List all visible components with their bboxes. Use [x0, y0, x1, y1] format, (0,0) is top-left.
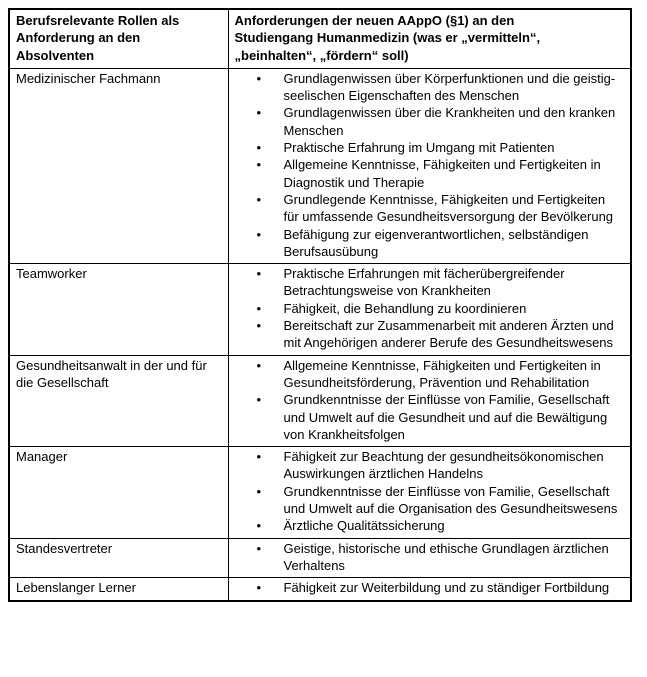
table-row-teamworker: [9, 264, 631, 355]
requirements-list: [235, 70, 624, 260]
requirements-list: [235, 448, 624, 534]
requirements-cell: [228, 355, 631, 446]
role-label: Teamworker: [16, 266, 87, 282]
requirement-item: • Befähigung zur eigenverantwortlichen, selbständigen Berufsausübung: [235, 226, 624, 261]
role-cell: [9, 538, 228, 578]
requirement-item: • Grundlagenwissen über die Krankheiten und den kranken Menschen: [235, 104, 624, 139]
requirement-item: • Grundkenntnisse der Einflüsse von Familie, Gesellschaft und Umwelt auf die Organisation des Gesundheitswesens: [235, 483, 624, 518]
role-cell: [9, 68, 228, 263]
role-cell: [9, 355, 228, 446]
role-label: Medizinischer Fachmann: [16, 70, 161, 86]
requirements-table: [8, 8, 632, 602]
column-header-roles-label: Berufsrelevante Rollen als Anforderung an den Absolventen: [16, 13, 180, 63]
column-header-roles: [9, 9, 228, 68]
requirement-item: • Praktische Erfahrung im Umgang mit Patienten: [235, 139, 624, 156]
role-label: Gesundheitsanwalt in der und für die Gesellschaft: [16, 357, 207, 390]
table-row-manager: [9, 447, 631, 538]
requirement-item: • Bereitschaft zur Zusammenarbeit mit anderen Ärzten und mit Angehörigen anderer Berufe des Gesundheitswesens: [235, 317, 624, 352]
role-cell: [9, 447, 228, 538]
requirements-list: [235, 265, 624, 351]
column-header-requirements-label: Anforderungen der neuen AAppO (§1) an den Studiengang Humanmedizin (was er „vermitteln“, „beinhalten“, „fördern“ soll): [234, 13, 541, 63]
table-row-medizinischer-fachmann: [9, 68, 631, 263]
role-label: Manager: [16, 449, 68, 465]
column-header-requirements: [228, 9, 631, 68]
requirements-cell: [228, 538, 631, 578]
requirements-list: [235, 540, 624, 575]
role-cell: [9, 578, 228, 601]
requirement-item: • Grundlagenwissen über Körperfunktionen und die geistig-seelischen Eigenschaften des Menschen: [235, 70, 624, 105]
table-row-gesundheitsanwalt: [9, 355, 631, 446]
requirement-item: • Grundkenntnisse der Einflüsse von Familie, Gesellschaft und Umwelt auf die Gesundheit und auf die Bewältigung von Krankheitsfolgen: [235, 391, 624, 443]
requirement-item: • Fähigkeit zur Weiterbildung und zu ständiger Fortbildung: [235, 579, 624, 596]
role-cell: [9, 264, 228, 355]
header-row: [9, 9, 631, 68]
requirements-cell: [228, 68, 631, 263]
table-row-standesvertreter: [9, 538, 631, 578]
requirement-item: • Allgemeine Kenntnisse, Fähigkeiten und Fertigkeiten in Gesundheitsförderung, Prävention und Rehabilitation: [235, 357, 624, 392]
requirement-item: • Grundlegende Kenntnisse, Fähigkeiten und Fertigkeiten für umfassende Gesundheitsversorgung der Bevölkerung: [235, 191, 624, 226]
requirement-item: • Fähigkeit, die Behandlung zu koordinieren: [235, 300, 624, 317]
requirement-item: • Ärztliche Qualitätssicherung: [235, 517, 624, 534]
requirements-cell: [228, 447, 631, 538]
role-label: Lebenslanger Lerner: [16, 580, 136, 596]
requirements-cell: [228, 264, 631, 355]
role-label: Standesvertreter: [16, 540, 113, 556]
requirements-cell: [228, 578, 631, 601]
requirement-item: • Fähigkeit zur Beachtung der gesundheitsökonomischen Auswirkungen ärztlichen Handelns: [235, 448, 624, 483]
table-row-lebenslanger-lerner: [9, 578, 631, 601]
requirements-list: [235, 579, 624, 596]
requirement-item: • Praktische Erfahrungen mit fächerübergreifender Betrachtungsweise von Krankheiten: [235, 265, 624, 300]
requirements-list: [235, 357, 624, 443]
requirement-item: • Allgemeine Kenntnisse, Fähigkeiten und Fertigkeiten in Diagnostik und Therapie: [235, 156, 624, 191]
requirement-item: • Geistige, historische und ethische Grundlagen ärztlichen Verhaltens: [235, 540, 624, 575]
